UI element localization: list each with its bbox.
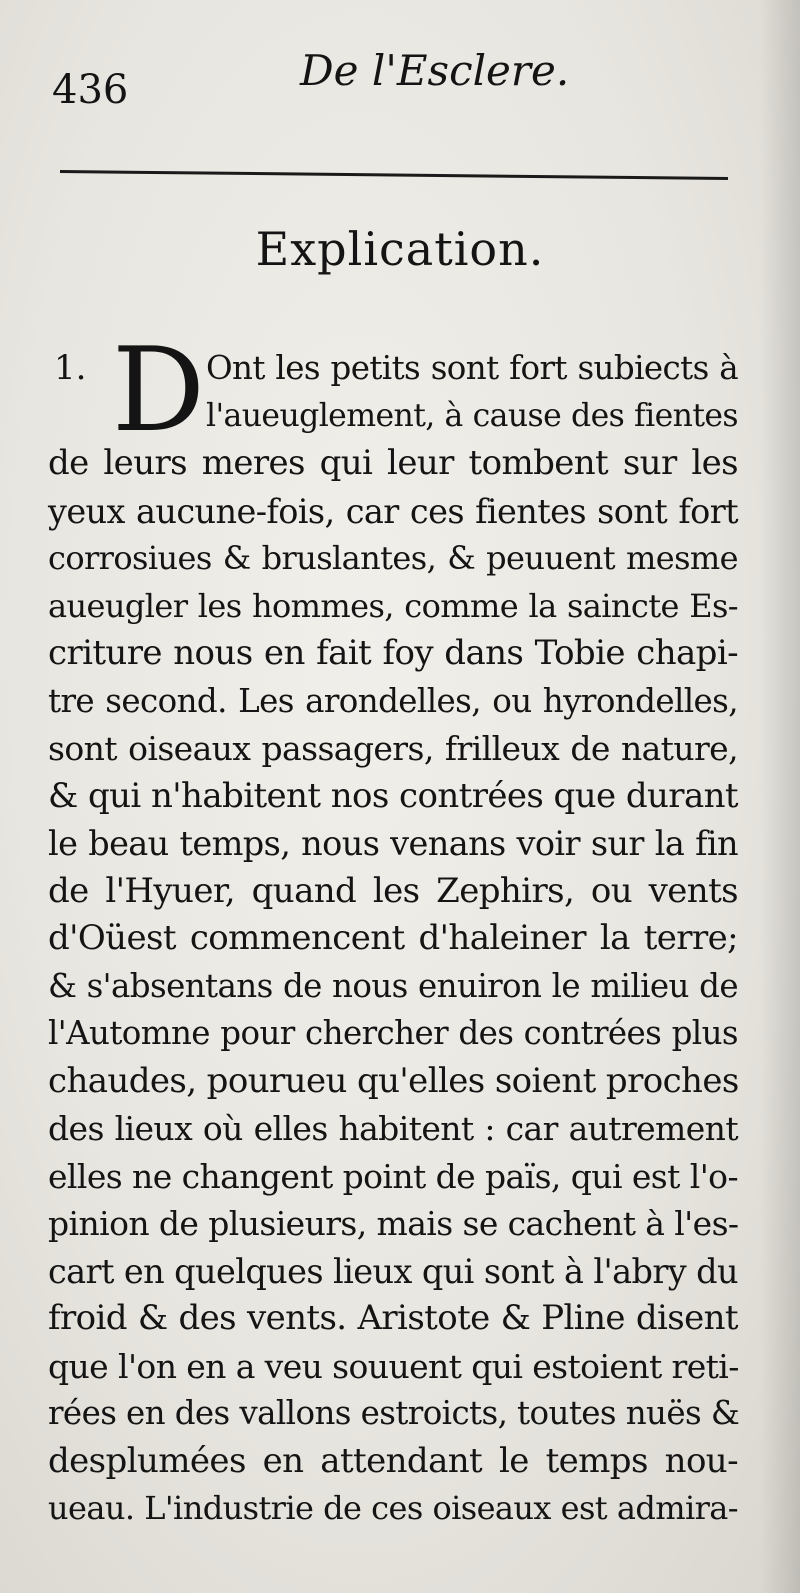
section-title: Explication.	[255, 222, 545, 276]
text-line: criture nous en fait foy dans Tobie chapi-	[48, 633, 738, 673]
text-line: desplumées en attendant le temps nou-	[48, 1440, 738, 1481]
note-opening	[48, 323, 738, 458]
text-line: corrosiues & bruslantes, & peuuent mesme	[48, 539, 738, 577]
text-line: froid & des vents. Aristote & Pline disent	[48, 1298, 738, 1338]
text-line: le beau temps, nous venans voir sur la fin	[48, 824, 738, 863]
running-title: De l'Esclere.	[300, 46, 570, 95]
text-line: yeux aucune-fois, car ces fientes sont fort	[48, 491, 738, 531]
text-line: Ont les petits sont fort subiects à	[206, 349, 738, 387]
text-line: cart en quelques lieux qui sont à l'abry du	[48, 1251, 738, 1291]
text-line: rées en des vallons estroicts, toutes nuës &	[48, 1394, 740, 1432]
text-line: elles ne changent point de païs, qui est l'o-	[48, 1156, 738, 1196]
note-number: 1.	[54, 348, 87, 388]
drop-cap: D	[112, 323, 206, 458]
text-line: de l'Hyuer, quand les Zephirs, ou vents	[48, 870, 738, 911]
text-line: & qui n'habitent nos contrées que durant	[48, 775, 738, 816]
text-line: & s'absentans de nous enuiron le milieu de	[48, 966, 738, 1005]
text-line: chaudes, pourueu qu'elles soient proches	[48, 1060, 739, 1101]
text-line: des lieux où elles habitent : car autrement	[48, 1109, 738, 1148]
text-line: ueau. L'industrie de ces oiseaux est admira-	[48, 1489, 738, 1527]
text-line: pinion de plusieurs, mais se cachent à l'es-	[48, 1204, 739, 1243]
header-rule	[60, 170, 728, 180]
text-line: l'Automne pour chercher des contrées plus	[48, 1014, 738, 1052]
text-line: sont oiseaux passagers, frilleux de nature,	[48, 729, 738, 768]
text-line: d'Oüest commencent d'haleiner la terre;	[48, 918, 738, 958]
running-head	[52, 44, 740, 114]
text-line: tre second. Les arondelles, ou hyrondelles,	[48, 681, 738, 720]
text-line: aueugler les hommes, comme la saincte Es-	[48, 586, 738, 625]
text-line: de leurs meres qui leur tombent sur les	[48, 443, 738, 483]
text-line: que l'on en a veu souuent qui estoient reti-	[48, 1346, 739, 1386]
page-number: 436	[52, 67, 129, 113]
body-text	[48, 323, 740, 1533]
text-line: l'aueuglement, à cause des fientes	[206, 397, 738, 434]
